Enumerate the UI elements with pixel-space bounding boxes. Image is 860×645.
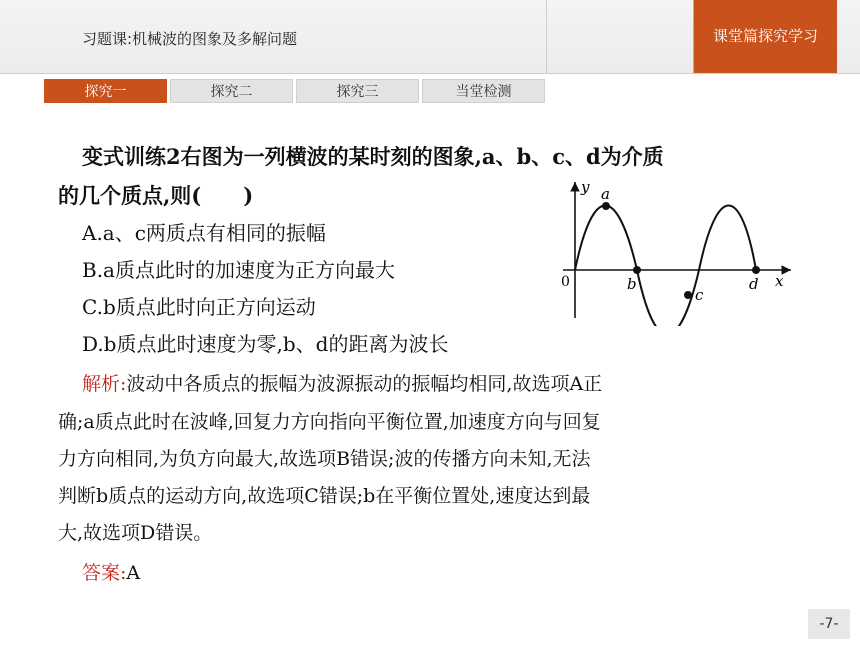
tab-class-test[interactable]: 当堂检测 xyxy=(422,79,545,103)
analysis-line-3: 力方向相同,为负方向最大,故选项B错误;波的传播方向未知,无法 xyxy=(58,448,591,470)
lesson-title: 习题课:机械波的图象及多解问题 xyxy=(82,30,298,48)
option-d: D.b质点此时速度为零,b、d的距离为波长 xyxy=(82,332,449,356)
y-axis-label: y xyxy=(581,178,590,196)
point-c-marker xyxy=(684,291,692,299)
analysis-line-4: 判断b质点的运动方向,故选项C错误;b在平衡位置处,速度达到最 xyxy=(58,485,591,507)
option-c: C.b质点此时向正方向运动 xyxy=(82,295,316,319)
option-a: A.a、c两质点有相同的振幅 xyxy=(82,221,326,245)
section-badge[interactable]: 课堂篇探究学习 xyxy=(693,0,837,73)
analysis-label: 解析: xyxy=(82,373,127,395)
answer-line xyxy=(82,558,140,585)
analysis-line-5: 大,故选项D错误。 xyxy=(58,522,213,544)
wave-curve xyxy=(575,206,756,327)
point-d-marker xyxy=(752,266,760,274)
analysis-line-1 xyxy=(82,369,602,396)
point-a-marker xyxy=(602,202,610,210)
question-line-1: 变式训练2右图为一列横波的某时刻的图象,a、b、c、d为介质 xyxy=(82,144,664,169)
origin-label: 0 xyxy=(561,274,570,290)
tab-bar xyxy=(44,79,545,103)
wave-graph xyxy=(555,178,795,326)
tab-explore-2[interactable]: 探究二 xyxy=(170,79,293,103)
question-line-2: 的几个质点,则( ) xyxy=(58,183,254,208)
point-c-label: c xyxy=(695,286,704,304)
point-b-label: b xyxy=(627,275,637,293)
analysis-line-2: 确;a质点此时在波峰,回复力方向指向平衡位置,加速度方向与回复 xyxy=(58,411,601,433)
tab-explore-3[interactable]: 探究三 xyxy=(296,79,419,103)
analysis-text-1: 波动中各质点的振幅为波源振动的振幅均相同,故选项A正 xyxy=(126,373,603,395)
option-b: B.a质点此时的加速度为正方向最大 xyxy=(82,258,395,282)
answer-value: A xyxy=(126,562,141,584)
header-divider xyxy=(546,0,547,73)
x-axis-label: x xyxy=(775,272,784,290)
header-bar xyxy=(0,0,860,74)
point-d-label: d xyxy=(749,275,759,293)
point-b-marker xyxy=(633,266,641,274)
point-a-label: a xyxy=(601,185,610,203)
tab-explore-1[interactable]: 探究一 xyxy=(44,79,167,103)
answer-label: 答案: xyxy=(82,562,127,584)
page-number: -7- xyxy=(808,609,850,639)
